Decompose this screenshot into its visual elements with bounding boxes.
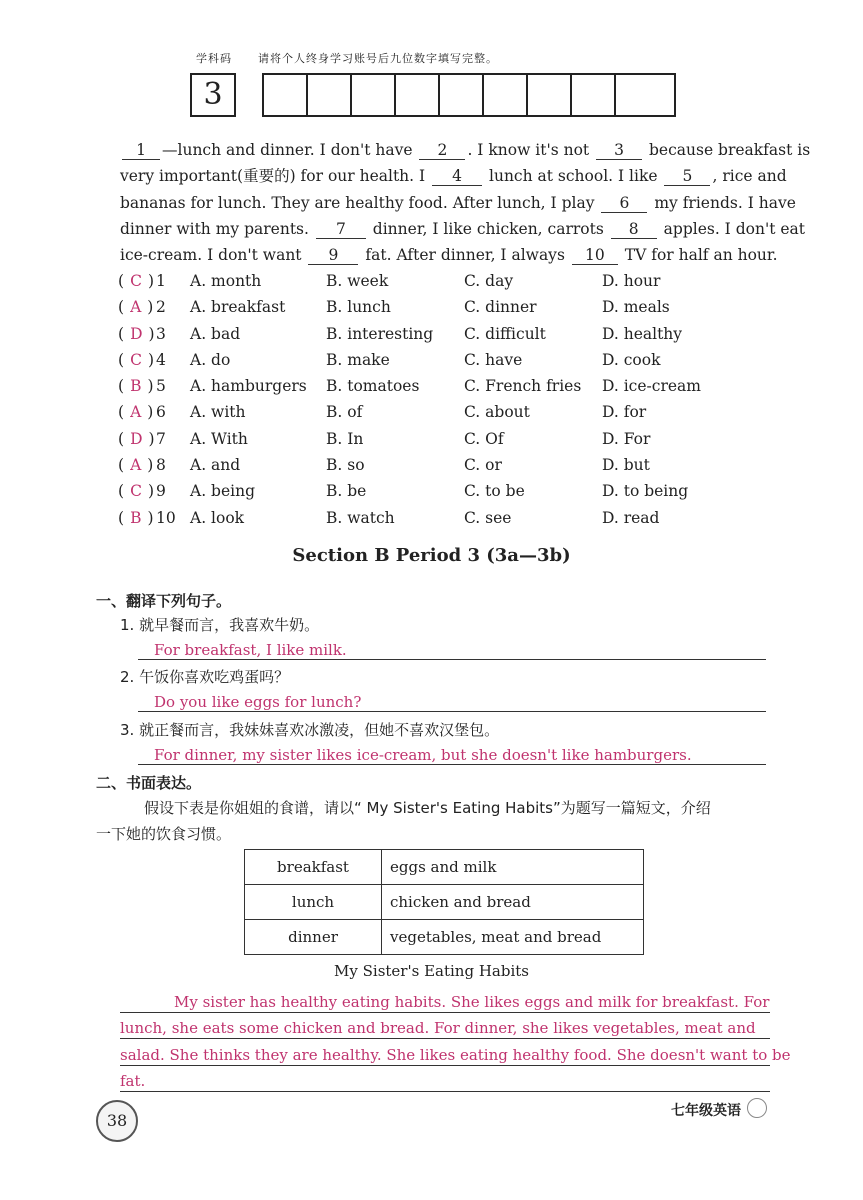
translation-answer-1: For breakfast, I like milk. [154,641,347,659]
question-number: 5 [156,377,166,396]
translation-answer-2: Do you like eggs for lunch? [154,693,362,711]
chosen-answer: C [130,350,142,369]
essay-text: salad. She thinks they are healthy. She likes eating healthy food. She doesn't want to be [120,1045,791,1064]
question-number: 2 [156,298,166,317]
table-row [245,920,644,955]
passage-text: ice-cream. I don't want [120,246,307,265]
question-number: 8 [156,456,166,475]
option-d: D. read [602,508,660,527]
option-row [118,321,778,347]
account-digit-box[interactable] [264,75,308,115]
passage-text: TV for half an hour. [619,246,778,265]
option-c: C. French fries [464,377,582,396]
option-row [118,294,778,320]
passage-text: my friends. I have [649,193,796,212]
option-d: D. healthy [602,324,683,343]
account-digit-box[interactable] [616,75,660,115]
answer-bracket[interactable]: ( A ) [118,403,154,422]
table-row [245,885,644,920]
passage-text: dinner with my parents. [120,219,314,238]
essay-text: My sister has healthy eating habits. She likes eggs and milk for breakfast. For [174,992,770,1011]
option-d: D. hour [602,272,661,290]
chosen-answer: A [130,298,142,317]
section-title: Section B Period 3 (3a—3b) [292,545,571,566]
account-digit-box[interactable] [484,75,528,115]
passage-text: fat. After dinner, I always [360,246,570,265]
chosen-answer: C [130,482,142,501]
option-row [118,452,778,478]
passage-text: apples. I don't eat [658,219,806,238]
option-row [118,426,778,452]
chosen-answer: D [130,324,143,343]
subject-code-digit: 3 [203,77,223,112]
question-number: 7 [156,429,166,448]
cloze-passage [120,137,811,268]
eating-habits-table [244,849,644,955]
option-c: C. day [464,272,514,290]
passage-line [120,216,806,242]
passage-text: lunch at school. I like [484,167,663,186]
passage-line [120,242,778,268]
option-b: B. tomatoes [326,377,420,396]
answer-bracket[interactable]: ( B ) [118,508,154,527]
blank-7[interactable]: 7 [316,220,366,239]
option-a: A. and [190,456,241,475]
option-b: B. so [326,456,365,475]
passage-text: because breakfast is [644,141,811,159]
passage-text: , rice and [712,167,787,186]
food-cell: vegetables, meat and bread [382,920,644,955]
option-a: A. With [190,429,248,448]
option-c: C. difficult [464,324,546,343]
essay-title: My Sister's Eating Habits [334,962,529,980]
passage-line [120,190,796,216]
option-a: A. being [190,482,256,501]
essay-answer[interactable] [120,986,791,1092]
writing-instruction-line-2: 一下她的饮食习惯。 [96,825,232,843]
option-a: A. look [190,508,245,527]
chosen-answer: A [130,456,142,475]
option-a: A. with [190,403,246,422]
translation-question-3: 3. 就正餐而言，我妹妹喜欢冰激凌，但她不喜欢汉堡包。 [120,721,500,739]
passage-text: dinner, I like chicken, carrots [367,219,609,238]
option-row [118,268,778,294]
question-number: 4 [156,350,166,369]
flower-decoration-icon [747,1098,767,1118]
account-digit-box[interactable] [440,75,484,115]
account-digit-box[interactable] [528,75,572,115]
blank-5[interactable]: 5 [664,167,710,186]
option-b: B. make [326,350,390,369]
meal-cell: lunch [245,885,382,920]
option-b: B. lunch [326,298,391,317]
translation-answer-3: For dinner, my sister likes ice-cream, but she doesn't like hamburgers. [154,746,692,764]
option-c: C. about [464,403,530,422]
option-b: B. of [326,403,363,422]
option-a: A. breakfast [190,298,286,317]
essay-line [120,1066,770,1093]
account-number-boxes[interactable] [262,73,676,117]
option-a: A. hamburgers [190,377,307,396]
option-a: A. bad [190,324,241,343]
food-cell: chicken and bread [382,885,644,920]
account-digit-box[interactable] [396,75,440,115]
translation-answer-line-1[interactable] [138,637,766,660]
chosen-answer: B [130,508,142,527]
subject-code-label: 学科码 [196,52,232,65]
passage-line [120,137,811,163]
account-digit-box[interactable] [352,75,396,115]
option-c: C. see [464,508,512,527]
page-number: 38 [96,1100,138,1142]
option-row [118,505,778,531]
account-digit-box[interactable] [572,75,616,115]
account-digit-box[interactable] [308,75,352,115]
question-number: 10 [156,508,176,527]
answer-bracket[interactable]: ( C ) [118,350,154,369]
option-b: B. interesting [326,324,434,343]
part2-heading: 二、书面表达。 [96,774,202,792]
translation-answer-line-3[interactable] [138,742,766,765]
essay-line [120,986,770,1013]
option-d: D. meals [602,298,670,317]
blank-1[interactable]: 1 [122,141,160,160]
option-d: D. but [602,456,650,475]
blank-10[interactable]: 10 [572,246,618,265]
part1-heading: 一、翻译下列句子。 [96,592,232,610]
option-row [118,373,778,399]
question-number: 3 [156,324,166,343]
subject-code-box [190,73,236,117]
passage-text: . I know it's not [467,141,595,159]
option-row [118,347,778,373]
answer-bracket[interactable]: ( B ) [118,377,154,396]
option-b: B. watch [326,508,395,527]
option-d: D. for [602,403,647,422]
option-a: A. do [190,350,231,369]
blank-8[interactable]: 8 [611,220,657,239]
blank-9[interactable]: 9 [308,246,358,265]
table-row [245,850,644,885]
answer-bracket[interactable]: ( D ) [118,429,155,448]
blank-4[interactable]: 4 [432,167,482,186]
writing-instruction-line-1: 假设下表是你姐姐的食谱，请以“ My Sister's Eating Habits”为题写一篇短文，介绍 [144,799,711,817]
question-number: 9 [156,482,166,501]
food-cell: eggs and milk [382,850,644,885]
option-row [118,478,778,504]
blank-2[interactable]: 2 [419,141,465,160]
option-row [118,399,778,425]
blank-6[interactable]: 6 [601,194,647,213]
answer-bracket[interactable]: ( C ) [118,482,154,501]
question-number: 6 [156,403,166,422]
chosen-answer: A [130,403,142,422]
option-c: C. to be [464,482,525,501]
translation-question-2: 2. 午饭你喜欢吃鸡蛋吗？ [120,668,290,686]
options-list [118,268,778,531]
meal-cell: breakfast [245,850,382,885]
option-c: C. have [464,350,523,369]
option-d: D. cook [602,350,661,369]
answer-bracket[interactable]: ( A ) [118,456,154,475]
answer-bracket[interactable]: ( D ) [118,324,155,343]
option-b: B. In [326,429,364,448]
meal-cell: dinner [245,920,382,955]
essay-line [120,1039,791,1066]
passage-text: —lunch and dinner. I don't have [162,141,418,159]
passage-text: very important(重要的) for our health. I [120,167,431,186]
option-d: D. For [602,429,651,448]
chosen-answer: C [130,272,142,290]
option-c: C. Of [464,429,504,448]
chosen-answer: B [130,377,142,396]
option-b: B. week [326,272,389,290]
essay-text: fat. [120,1072,146,1090]
option-c: C. dinner [464,298,537,317]
question-number: 1 [156,272,166,290]
option-a: A. month [190,272,262,290]
option-d: D. to being [602,482,689,501]
option-c: C. or [464,456,502,475]
account-instruction: 请将个人终身学习账号后九位数字填写完整。 [258,52,498,65]
passage-text: bananas for lunch. They are healthy food. After lunch, I play [120,193,600,212]
translation-question-1: 1. 就早餐而言，我喜欢牛奶。 [120,616,320,634]
book-label: 七年级英语 [671,1103,741,1119]
answer-bracket[interactable]: ( A ) [118,298,154,317]
essay-line [120,1013,770,1040]
answer-bracket[interactable]: ( C ) [118,272,154,290]
essay-text: lunch, she eats some chicken and bread. For dinner, she likes vegetables, meat and [120,1019,756,1037]
option-d: D. ice-cream [602,377,701,396]
passage-line [120,163,787,189]
chosen-answer: D [130,429,143,448]
blank-3[interactable]: 3 [596,141,642,160]
option-b: B. be [326,482,367,501]
translation-answer-line-2[interactable] [138,689,766,712]
